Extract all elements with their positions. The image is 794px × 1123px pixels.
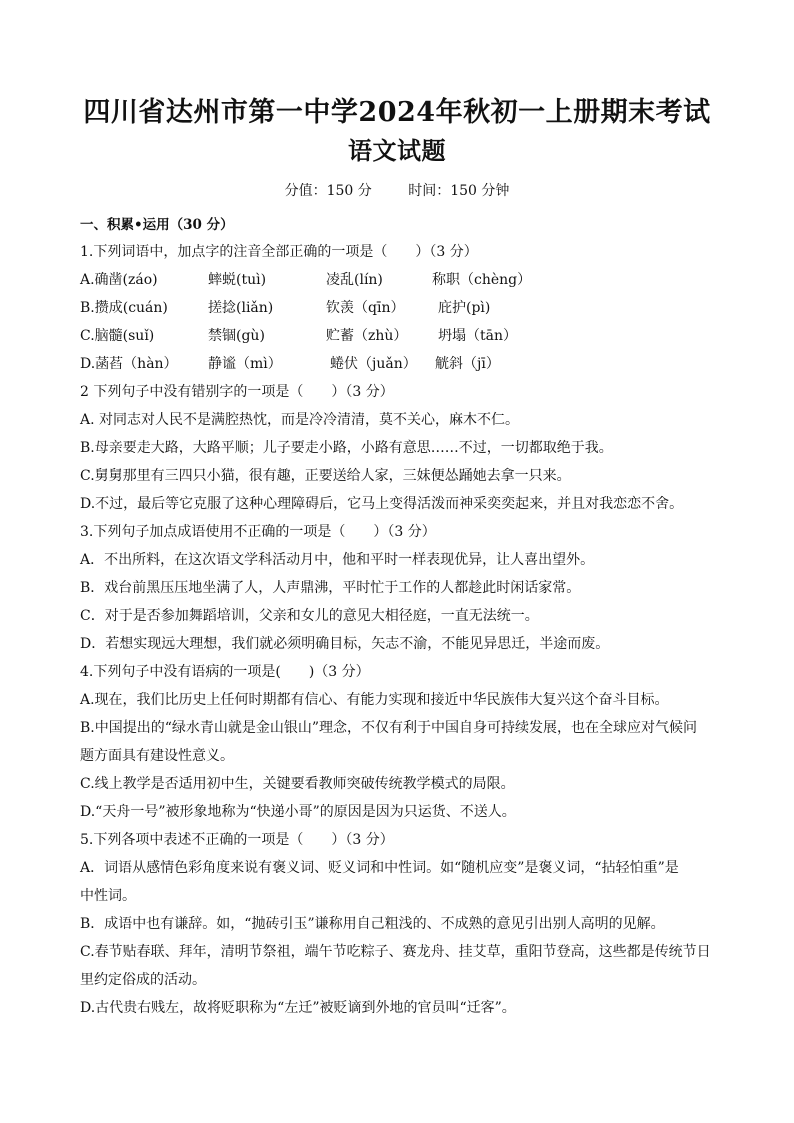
option-word: 凌乱(lín): [326, 272, 383, 288]
option-word: D.菡萏（hàn）: [80, 356, 178, 372]
option-word: 搓捻(liǎn): [208, 300, 274, 316]
option-word: 钦羡（qīn）: [326, 300, 405, 316]
option-word: 蟀蜕(tuì): [208, 272, 267, 288]
question-5-option-b: B．成语中也有谦辞。如，“抛砖引玉”谦称用自己粗浅的、不成熟的意见引出别人高明的见解。: [80, 916, 665, 932]
option-word: 静谧（mì）: [208, 356, 282, 372]
question-2-option-b: B.母亲要走大路，大路平顺；儿子要走小路，小路有意思……不过，一切都取绝于我。: [80, 440, 613, 456]
option-word: 贮蓄（zhù）: [326, 328, 408, 344]
question-5-option-c: C.春节贴春联、拜年，清明节祭祖，端午节吃粽子、赛龙舟、挂艾草，重阳节登高，这些都是传统节日: [80, 944, 711, 960]
option-word: 禁锢(gù): [208, 328, 265, 344]
question-4-option-c: C.线上教学是否适用初中生，关键要看教师突破传统教学模式的局限。: [80, 776, 515, 792]
question-3-stem: 3.下列句子加点成语使用不正确的一项是（ ）（3 分）: [80, 524, 436, 540]
question-3-option-c: C．对于是否参加舞蹈培训，父亲和女儿的意见大相径庭，一直无法统一。: [80, 608, 539, 624]
question-4-option-d: D.“天舟一号”被形象地称为“快递小哥”的原因是因为只运货、不送人。: [80, 804, 516, 820]
option-word: 称职（chèng）: [432, 272, 532, 288]
section-heading: 一、积累•运用（30 分）: [80, 217, 234, 233]
question-5-option-a-cont: 中性词。: [80, 888, 136, 904]
question-2-option-d: D.不过，最后等它克服了这种心理障碍后，它马上变得活泼而神采奕奕起来，并且对我恋恋不舍。: [80, 496, 684, 512]
question-4-stem: 4.下列句子中没有语病的一项是( )（3 分）: [80, 664, 370, 680]
score-info: 分值：150 分: [284, 183, 372, 199]
option-word: C.脑髓(suǐ): [80, 328, 155, 344]
option-word: 蜷伏（juǎn）: [330, 356, 417, 372]
option-word: B.攒成(cuán): [80, 300, 168, 316]
question-4-option-b: B.中国提出的“绿水青山就是金山银山”理念，不仅有利于中国自身可持续发展，也在全球应对气候问: [80, 720, 698, 736]
question-4-option-a: A.现在，我们比历史上任何时期都有信心、有能力实现和接近中华民族伟大复兴这个奋斗目标。: [80, 692, 669, 708]
question-5-option-a: A．词语从感情色彩角度来说有褒义词、贬义词和中性词。如“随机应变”是褒义词，“拈轻怕重”是: [80, 860, 679, 876]
option-word: 觥斜（jī）: [435, 356, 500, 372]
option-word: 庇护(pì): [438, 300, 491, 316]
question-5-stem: 5.下列各项中表述不正确的一项是（ ）（3 分）: [80, 832, 394, 848]
exam-meta: [0, 180, 794, 200]
question-3-option-d: D．若想实现远大理想，我们就必须明确目标，矢志不渝，不能见异思迁，半途而废。: [80, 636, 610, 652]
question-5-option-c-cont: 里约定俗成的活动。: [80, 972, 206, 988]
question-2-option-a: A. 对同志对人民不是满腔热忱，而是冷冷清清，莫不关心，麻木不仁。: [80, 412, 520, 428]
question-3-option-b: B．戏台前黑压压地坐满了人，人声鼎沸，平时忙于工作的人都趁此时闲话家常。: [80, 580, 581, 596]
option-word: 坍塌（tān）: [438, 328, 517, 344]
time-info: 时间：150 分钟: [408, 183, 510, 199]
option-word: A.确凿(záo): [80, 272, 158, 288]
question-1-stem: 1.下列词语中，加点字的注音全部正确的一项是（ ）（3 分）: [80, 244, 478, 260]
exam-title: 四川省达州市第一中学2024年秋初一上册期末考试: [83, 97, 711, 128]
exam-subtitle: 语文试题: [348, 136, 446, 165]
question-4-option-b-cont: 题方面具有建设性意义。: [80, 748, 234, 764]
question-2-option-c: C.舅舅那里有三四只小猫，很有趣，正要送给人家，三妹便怂踊她去拿一只来。: [80, 468, 571, 484]
question-5-option-d: D.古代贵右贱左，故将贬职称为“左迁”被贬谪到外地的官员叫“迁客”。: [80, 1000, 516, 1016]
question-3-option-a: A．不出所料，在这次语文学科活动月中，他和平时一样表现优异，让人喜出望外。: [80, 552, 595, 568]
question-2-stem: 2 下列句子中没有错别字的一项是（ ）（3 分）: [80, 384, 394, 400]
